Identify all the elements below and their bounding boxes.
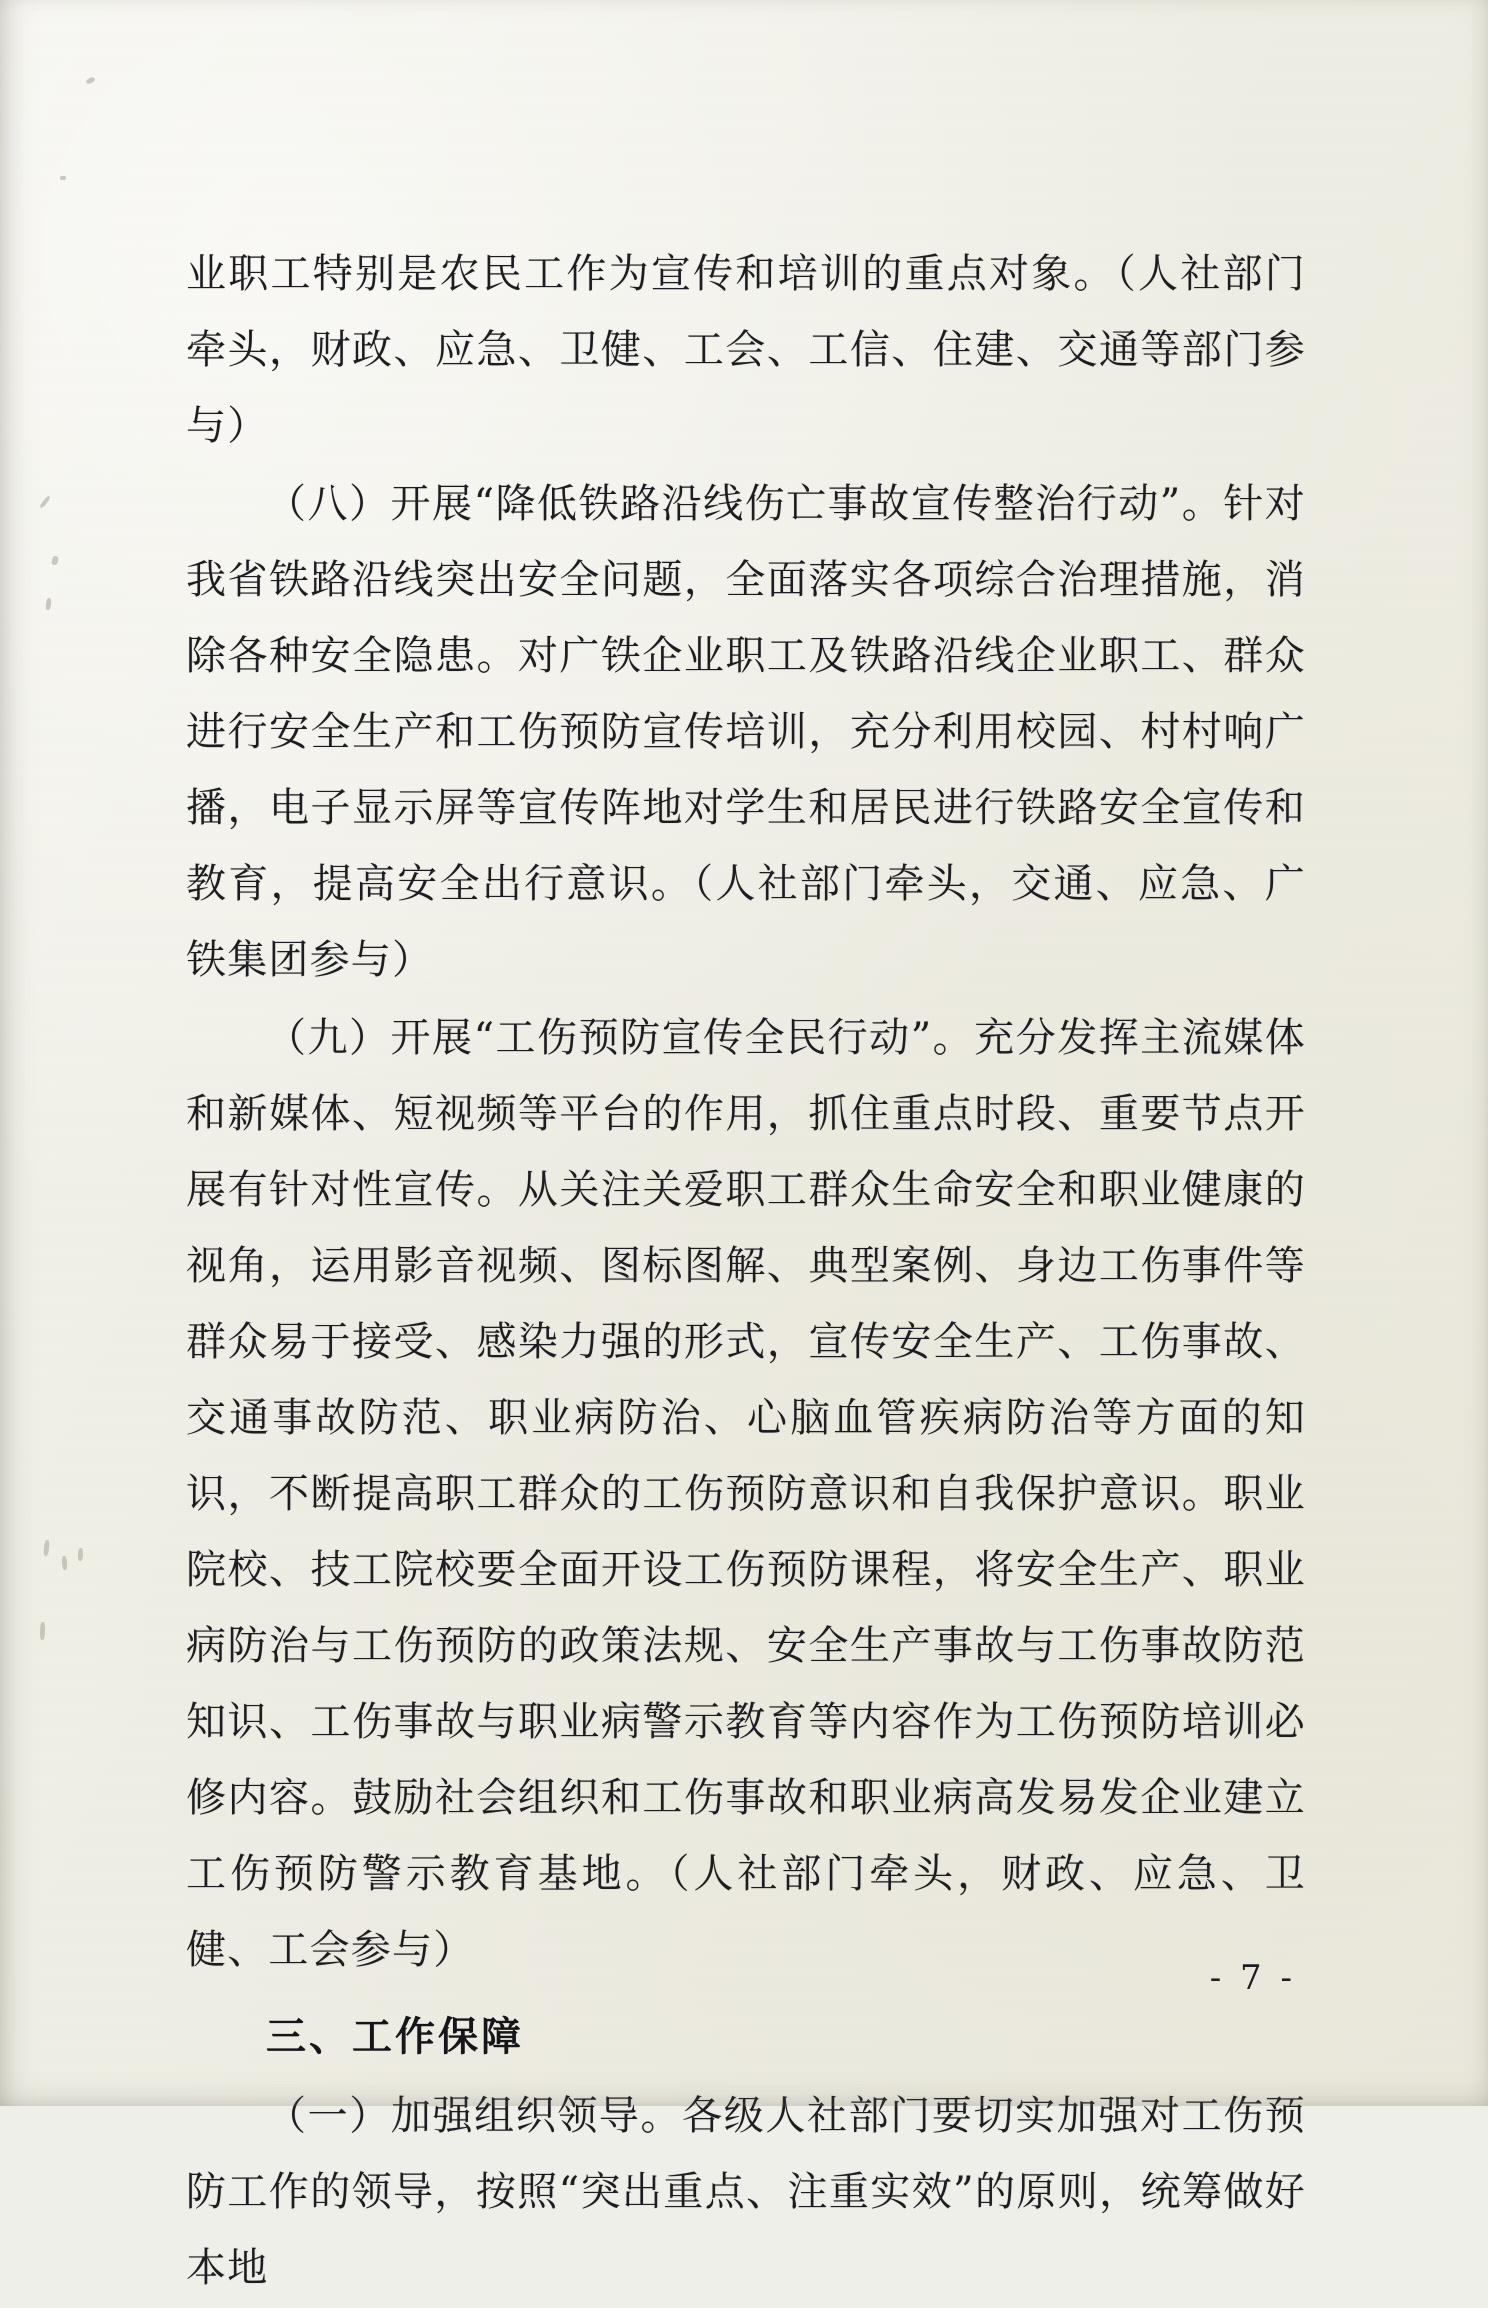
document-body [186,236,1306,2308]
paragraph-section-item-1: （一）加强组织领导。各级人社部门要切实加强对工伤预防工作的领导，按照“突出重点、注重实效”的原则，统筹做好本地 [186,2093,1306,2291]
scan-speck [85,76,95,85]
scan-speck [51,555,59,565]
scan-speck [45,598,52,611]
paragraph-item-9: （九）开展“工伤预防宣传全民行动”。充分发挥主流媒体和新媒体、短视频等平台的作用，抓住重点时段、重要节点开展有针对性宣传。从关注关爱职工群众生命安全和职业健康的视角，运用影音视频、图标图解、典型案例、身边工伤事件等群众易于接受、感染力强的形式，宣传安全生产、工伤事故、交通事故防范、职业病防治、心脑血管疾病防治等方面的知识，不断提高职工群众的工伤预防意识和自我保护意识。职业院校、技工院校要全面开设工伤预防课程，将安全生产、职业病防治与工伤预防的政策法规、安全生产事故与工伤事故防范知识、工伤事故与职业病警示教育等内容作为工伤预防培训必修内容。鼓励社会组织和工伤事故和职业病高发易发企业建立工伤预防警示教育基地。（人社部门牵头，财政、应急、卫健、工会参与） [186,1015,1306,1973]
scan-speck [60,176,66,180]
scan-speck [40,1622,46,1640]
section-heading: 三、工作保障 [266,2014,524,2060]
scan-speck [62,1556,68,1570]
paragraph-item-8: （八）开展“降低铁路沿线伤亡事故宣传整治行动”。针对我省铁路沿线突出安全问题，全面落实各项综合治理措施，消除各种安全隐患。对广铁企业职工及铁路沿线企业职工、群众进行安全生产和工伤预防宣传培训，充分利用校园、村村响广播，电子显示屏等宣传阵地对学生和居民进行铁路安全宣传和教育，提高安全出行意识。（人社部门牵头，交通、应急、广铁集团参与） [186,481,1306,983]
scan-speck [39,495,51,508]
scan-speck [43,1540,50,1556]
scan-speck [78,1548,84,1561]
page-number: - 7 - [1209,1958,1296,1998]
paragraph-continued-top: 业职工特别是农民工作为宣传和培训的重点对象。（人社部门牵头，财政、应急、卫健、工会、工信、住建、交通等部门参与） [186,251,1306,449]
